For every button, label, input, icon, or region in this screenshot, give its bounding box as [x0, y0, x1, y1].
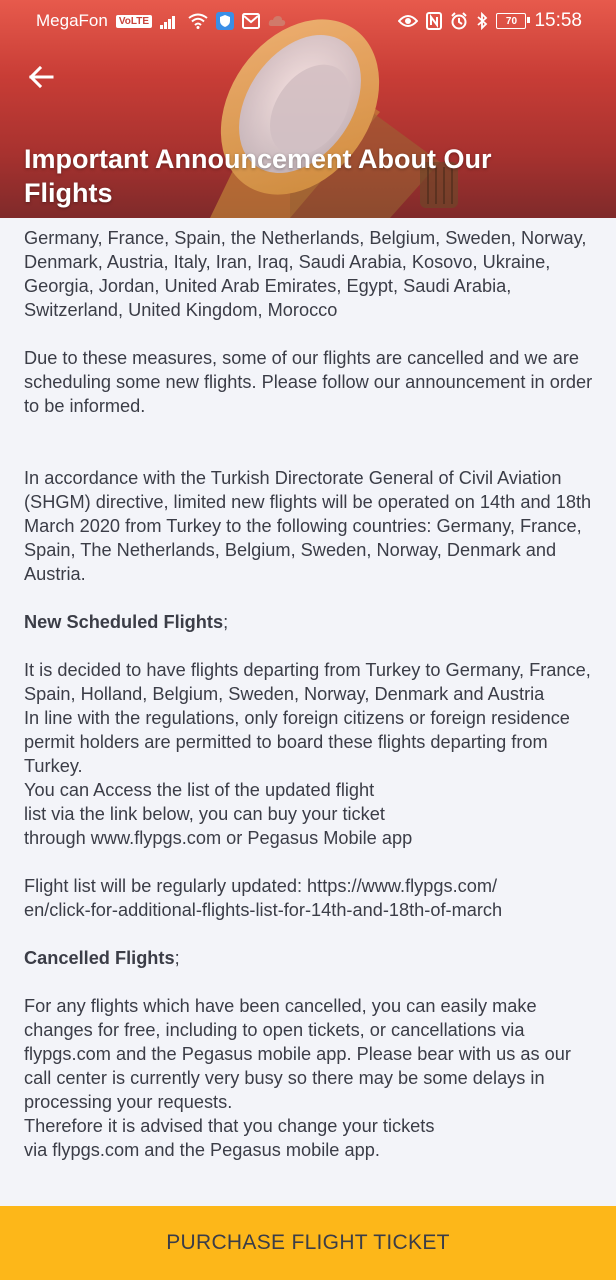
cancelled-flights-heading-suffix: ;: [174, 948, 180, 968]
nfc-icon: [426, 12, 442, 30]
new-flights-line-3c: through www.flypgs.com or Pegasus Mobile app: [24, 828, 413, 848]
battery-level: 70: [505, 15, 518, 27]
cancelled-flights-heading: [24, 946, 596, 970]
mail-icon: [242, 13, 260, 29]
wifi-icon: [188, 13, 208, 29]
new-flights-line-3b: list via the link below, you can buy your ticket: [24, 804, 385, 824]
cancelled-flights-heading-text: Cancelled Flights: [24, 948, 175, 968]
header-banner: [0, 0, 616, 218]
purchase-flight-ticket-button[interactable]: PURCHASE FLIGHT TICKET: [0, 1206, 616, 1280]
bluetooth-icon: [476, 12, 488, 30]
signal-icon: [160, 14, 180, 29]
new-flights-heading-suffix: ;: [223, 612, 229, 632]
new-flights-line-2: In line with the regulations, only foreign citizens or foreign residence permit holders are permitted to board these flights departing from Turkey.: [24, 708, 570, 776]
carrier-label: MegaFon: [36, 11, 108, 30]
countries-paragraph: Germany, France, Spain, the Netherlands, Belgium, Sweden, Norway, Denmark, Austria, Italy, Iran, Iraq, Saudi Arabia, Kosovo, Ukraine, Georgia, Jordan, United Arab Emirates, Egypt, Saudi Arabia, Switzerland, United Kingdom, Morocco: [24, 228, 587, 320]
cancelled-paragraph-2b: via flypgs.com and the Pegasus mobile app.: [24, 1140, 380, 1160]
directive-paragraph: In accordance with the Turkish Directorate General of Civil Aviation (SHGM) directive, limited new flights will be operated on 14th and 18th March 2020 from Turkey to the following countries: Germany, France, Spain, The Netherlands, Belgium, Sweden, Norway, Denmark and Austria.: [24, 468, 592, 584]
battery-icon: [496, 13, 526, 29]
new-flights-line-1: It is decided to have flights departing from Turkey to Germany, France, Spain, Holland, Belgium, Sweden, Norway, Denmark and Austria: [24, 660, 591, 704]
flight-list-line-b: en/click-for-additional-flights-list-for-14th-and-18th-of-march: [24, 900, 503, 920]
alarm-icon: [450, 12, 468, 30]
eye-icon: [398, 14, 418, 28]
new-flights-heading: [24, 610, 596, 634]
clock: 15:58: [534, 10, 582, 31]
cancelled-paragraph-2a: Therefore it is advised that you change your tickets: [24, 1116, 435, 1136]
volte-badge: VoLTE: [116, 15, 152, 28]
measures-paragraph: Due to these measures, some of our flights are cancelled and we are scheduling some new flights. Please follow our announcement in order to be informed.: [24, 348, 593, 416]
status-bar: [0, 0, 616, 42]
cancelled-paragraph-1: For any flights which have been cancelled, you can easily make changes for free, including to open tickets, or cancellations via flypgs.com and the Pegasus mobile app. Please bear with us as our call center is currently very busy so there may be some delays in processing your requests.: [24, 996, 571, 1112]
flight-list-line-a: Flight list will be regularly updated: https://www.flypgs.com/: [24, 876, 498, 896]
new-flights-heading-text: New Scheduled Flights: [24, 612, 224, 632]
cloud-icon: [268, 14, 286, 28]
shield-app-icon: [216, 12, 234, 30]
page-title: Important Announcement About Our Flights: [24, 144, 492, 208]
new-flights-line-3a: You can Access the list of the updated flight: [24, 780, 375, 800]
article-body: [24, 226, 596, 1162]
arrow-left-icon[interactable]: [26, 62, 56, 92]
